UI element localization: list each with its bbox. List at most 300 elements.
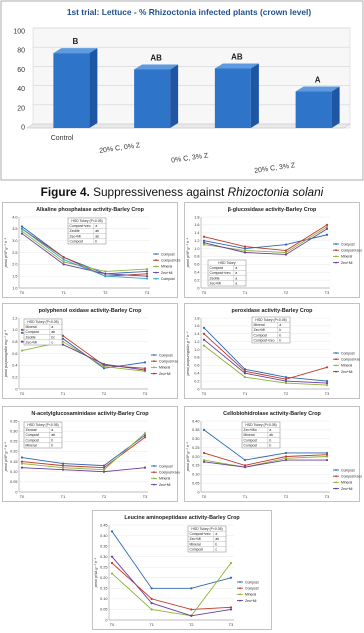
y-tick-label: 0.15 [100,586,108,591]
panel-frame [3,304,178,399]
hsd-treatment: Zeolite [25,335,36,340]
legend-marker [239,600,241,602]
chart-title: 1st trial: Lettuce - % Rhizoctonia infected plants (crown level) [66,7,312,17]
y-tick-label: 0 [197,387,200,392]
legend-marker [153,360,155,362]
data-point [203,244,205,246]
data-point [146,273,148,275]
data-point [62,469,64,471]
data-point [146,270,148,272]
data-point [151,587,153,589]
hsd-treatment: Compost+zeo [209,271,231,276]
data-point [104,270,106,272]
data-point [244,466,246,468]
hsd-treatment: Zeo+Mi [25,340,37,345]
legend-label: Zeo+Mi [341,260,353,265]
cellobiohidrolase-chart [184,406,363,502]
y-tick-label: 1.0 [194,347,200,352]
y-tick-label: 0.20 [10,449,18,454]
legend-label: Compost [341,468,355,473]
x-tick-label: T0 [201,495,207,499]
legend-label: Mineral [159,476,171,481]
beta-glucosidase-chart [184,202,363,298]
data-point [190,615,192,617]
hsd-title: HSD Tukey (P<0.05) [191,526,223,531]
data-point [111,572,113,574]
y-tick-label: 1.4 [194,231,200,236]
panel-title: Cellobiohidrolase activity-Barley Crop [223,411,321,417]
hsd-group: c [51,340,54,345]
data-point [190,608,192,610]
hsd-group: b [279,333,282,338]
data-point [190,587,192,589]
category-label: 0% C, 3% Z [170,152,209,165]
peroxidase-chart [184,303,360,399]
y-tick-label: 60 [17,66,25,74]
x-tick-label: T2 [283,392,289,396]
data-point [62,344,64,346]
hsd-group: ab [95,234,100,239]
y-tick-label: 0.8 [194,355,200,360]
y-tick-label: 0.15 [192,463,200,468]
x-tick-label: T0 [201,291,207,295]
n-acetylglucosaminidase-chart [2,406,181,502]
data-point [244,376,246,378]
legend-marker [153,367,155,369]
y-tick-label: 100 [13,28,25,36]
x-tick-label: T1 [60,495,66,499]
hsd-treatment: Mineral [25,443,37,448]
significance-letter: A [314,75,321,85]
y-tick-label: 0.6 [194,363,200,368]
y-tick-label: 1.2 [194,238,200,243]
x-tick-label: T0 [201,392,207,396]
hsd-group: ab [51,433,56,438]
hsd-title: HSD Tukey (P<0.05) [71,218,103,223]
data-point [62,463,64,465]
legend-label: Compost [245,586,259,591]
data-point [63,261,65,263]
data-point [21,341,23,343]
legend-label: Zeo+Mi [159,371,171,376]
x-tick-label: T3 [228,623,234,627]
legend-marker [335,365,337,367]
category-label: Control [50,135,74,142]
x-tick-label: T1 [149,623,154,627]
legend-marker [239,587,241,589]
bar-front [215,68,251,128]
data-point [203,242,205,244]
y-tick-label: 0.20 [100,576,108,581]
y-tick-label: 0.4 [194,371,200,376]
y-tick-label: 0.20 [192,454,200,459]
legend-marker [335,488,337,490]
figure-species: Rhizoctonia solani [227,185,324,199]
data-point [326,226,328,228]
y-tick-label: 1.8 [194,215,200,220]
legend-label: Zeo+Mi [245,598,257,603]
data-point [21,232,23,234]
y-tick-label: 0.2 [194,278,200,283]
panel-title: Leucine aminopeptidase activity-Barley Crop [124,515,240,521]
data-point [285,251,287,253]
bar-side [170,64,178,128]
bar-side [251,63,259,128]
legend-label: Compost+zeo [341,474,363,479]
y-tick-label: 0.2 [194,379,200,384]
y-tick-label: 0.25 [10,439,18,444]
data-point [285,459,287,461]
panel-title: peroxidase activity-Barley Crop [231,308,313,314]
y-tick-label: 0.30 [100,554,108,559]
legend-marker [153,484,155,486]
data-point [285,376,287,378]
legend-label: Mineral [341,480,353,485]
legend-label: Zeo+Mi [341,486,353,491]
hsd-group: ab [269,433,274,438]
hsd-treatment: Mineral [243,433,255,438]
data-point [326,224,328,226]
y-tick-label: 1.4 [194,332,200,337]
y-axis-label: pmol pNP g⁻¹ h⁻¹ [4,441,8,472]
y-tick-label: 1.2 [12,316,18,321]
legend-marker [239,581,241,583]
y-axis-label: pmol pNP g⁻¹ h⁻¹ [186,237,190,268]
legend-marker [335,249,337,251]
y-tick-label: 40 [17,86,25,94]
x-tick-label: T3 [324,495,330,499]
data-point [21,228,23,230]
hsd-group: b [279,338,282,343]
legend-label: Compost [159,353,173,358]
hsd-treatment: Zeo+Mio [243,428,257,432]
data-point [104,275,106,277]
data-point [21,349,23,351]
data-point [111,562,113,564]
significance-letter: AB [231,52,243,62]
y-axis-label: pmol pNP g⁻¹ h⁻¹ [4,237,8,268]
hsd-treatment: Zeo+Mi [189,537,201,542]
hsd-treatment: Mineral [25,325,37,329]
y-tick-label: 0.05 [192,481,200,486]
hsd-group: a [235,271,238,276]
data-point [144,432,146,434]
x-tick-label: T1 [242,392,248,396]
data-point [62,467,64,469]
hsd-group: b [269,443,272,448]
data-point [230,608,232,610]
hsd-group: ab [215,537,220,542]
data-point [63,259,65,261]
hsd-treatment: Compost [25,433,40,438]
figure-caption [0,185,364,199]
panel-title: Alkaline phosphatase activity-Barley Crop [36,207,144,213]
hsd-treatment: Compost+zeo [189,532,211,536]
y-tick-label: 1.2 [194,339,200,344]
category-label: 20% C, 3% Z [253,162,296,175]
x-tick-label: T0 [19,495,25,499]
y-tick-label: 0.40 [100,533,108,538]
data-point [285,378,287,380]
figure-text: Suppressiveness against [93,185,225,199]
data-point [21,467,23,469]
legend-label: Compost+zeo [159,470,181,475]
x-tick-label: T2 [283,291,289,295]
y-axis-label: pmol pNP g⁻¹ h⁻¹ [186,441,190,472]
y-axis-label: pmol purpurogallin mg⁻¹ g⁻¹ [4,329,8,378]
x-tick-label: T1 [242,291,248,295]
data-point [144,369,146,371]
legend-label: Mineral [245,592,257,597]
data-point [203,345,205,347]
data-point [326,384,328,386]
hsd-group: a [51,428,54,432]
hsd-treatment: Zeolite [209,276,220,281]
data-point [203,236,205,238]
y-tick-label: 0 [197,286,200,291]
data-point [203,429,205,431]
data-point [244,459,246,461]
hsd-treatment: Compost [209,266,224,270]
x-tick-label: T2 [189,623,194,627]
data-point [103,471,105,473]
polyphenol-oxidase-chart [2,303,178,399]
data-point [21,225,23,227]
y-tick-label: 0.05 [10,480,18,485]
x-tick-label: T2 [101,392,107,396]
hsd-treatment: Compost [253,333,268,338]
data-point [103,469,105,471]
legend-marker [153,465,155,467]
legend-label: Compost+ze [341,357,361,362]
hsd-treatment: Compost+zeo [69,224,91,228]
hsd-group: b [51,443,54,448]
hsd-title: HSD Tukey (P<0.05) [245,422,277,427]
y-tick-label: 1.5 [12,274,18,279]
x-tick-label: T1 [60,392,66,396]
legend-marker [155,266,157,268]
y-tick-label: 1.0 [12,286,18,291]
y-tick-label: 0.40 [192,419,200,424]
hsd-treatment: Compost [243,438,258,443]
y-tick-label: 0.8 [12,339,18,344]
data-point [326,455,328,457]
y-tick-label: 0.6 [12,351,18,356]
legend-marker [335,469,337,471]
data-point [62,335,64,337]
hsd-group: a [51,325,54,329]
y-tick-label: 1.0 [12,328,18,333]
data-point [103,363,105,365]
data-point [230,562,232,564]
data-point [103,365,105,367]
lettuce-bar-chart [0,0,364,182]
legend-marker [153,471,155,473]
legend-marker [335,371,337,373]
legend-label: Compost+zeo [341,248,363,253]
legend-marker [335,256,337,258]
data-point [285,452,287,454]
significance-letter: AB [150,53,162,63]
y-tick-label: 0.10 [10,470,18,475]
panel-title: β-glucosidase activity-Barley Crop [227,207,317,213]
legend-marker [335,243,337,245]
y-tick-label: 0.15 [10,459,18,464]
y-tick-label: 0 [197,490,200,495]
legend-marker [153,373,155,375]
y-tick-label: 0.4 [194,270,200,275]
legend-label: Compost [245,580,259,585]
hsd-treatment: Compost [25,330,40,335]
y-tick-label: 0.35 [100,544,108,549]
legend-label: Compost [341,242,355,247]
data-point [326,382,328,384]
data-point [146,277,148,279]
hsd-treatment: Zeowat [25,428,37,432]
hsd-group: a [215,532,218,536]
y-tick-label: 0 [105,618,108,623]
hsd-group: a [235,281,238,286]
y-tick-label: 0 [15,490,18,495]
data-point [326,228,328,230]
hsd-group: b [51,438,54,443]
data-point [203,452,205,454]
hsd-group: b [95,239,98,244]
data-point [326,459,328,461]
y-tick-label: 2.5 [12,250,18,255]
y-tick-label: 4.0 [12,215,18,220]
y-tick-label: 0.25 [100,565,108,570]
legend-marker [239,594,241,596]
hsd-group: b [269,438,272,443]
legend-label: Mineral [341,363,353,368]
legend-marker [335,358,337,360]
data-point [21,332,23,334]
x-tick-label: T3 [142,495,148,499]
hsd-group: a [269,428,272,432]
hsd-title: HSD Tukey (P<0.05) [27,422,59,427]
leucine-aminopeptidase-chart [92,510,272,630]
legend-label: Zeo+Mi [341,369,353,374]
legend-marker [155,253,157,255]
data-point [151,608,153,610]
y-axis-label: pmol purpurogallin g⁻¹ h⁻¹ [186,331,190,376]
data-point [144,361,146,363]
data-point [203,461,205,463]
legend-label: Compost [159,464,173,469]
data-point [21,460,23,462]
y-tick-label: 20 [17,105,25,113]
x-tick-label: T0 [109,623,115,627]
data-point [146,268,148,270]
data-point [21,463,23,465]
legend-label: Zeo+Mi [159,482,171,487]
significance-letter: B [72,37,79,47]
data-point [21,456,23,458]
legend-marker [335,352,337,354]
panel-title: N-acetylglucosaminidase activity-Barley Crop [31,411,149,417]
data-point [285,380,287,382]
legend-label: Compost [341,351,355,356]
data-point [244,245,246,247]
x-tick-label: T2 [283,495,289,499]
data-point [285,253,287,255]
bar-front [296,92,332,128]
data-point [285,249,287,251]
x-tick-label: T2 [101,495,107,499]
hsd-treatment: Compost [69,239,84,244]
legend-label: Zeo+Mi [161,270,173,275]
y-tick-label: 0.2 [12,375,18,380]
hsd-title: HSD Tukey [218,260,236,265]
data-point [62,465,64,467]
x-tick-label: T3 [324,392,330,396]
data-point [103,465,105,467]
data-point [203,333,205,335]
y-tick-label: 3.0 [12,238,18,243]
data-point [244,247,246,249]
data-point [62,338,64,340]
y-tick-label: 80 [17,47,25,55]
data-point [244,372,246,374]
legend-marker [335,482,337,484]
data-point [111,556,113,558]
x-tick-label: T2 [103,291,108,295]
hsd-group: c [215,547,218,552]
y-tick-label: 0.8 [194,254,200,259]
data-point [21,230,23,232]
legend-marker [155,259,157,261]
hsd-treatment: Compost [243,443,258,448]
legend-marker [153,354,155,356]
y-tick-label: 1.6 [194,223,200,228]
bar-front [134,69,170,128]
data-point [230,606,232,608]
hsd-treatment: Compost [189,547,204,552]
legend-label: Compost [161,252,175,257]
y-tick-label: 0.05 [100,607,108,612]
hsd-treatment: Mineral [189,542,201,547]
panel-frame [3,407,181,502]
data-point [244,249,246,251]
hsd-treatment: Compost [25,438,40,443]
y-tick-label: 0.35 [192,428,200,433]
legend-marker [335,262,337,264]
y-tick-label: 1.8 [194,316,200,321]
data-point [203,327,205,329]
bar-side [89,48,97,128]
data-point [104,273,106,275]
x-tick-label: T1 [61,291,66,295]
data-point [230,577,232,579]
bar-side [332,87,340,128]
hsd-group: b [215,542,218,547]
legend-marker [155,272,157,274]
data-point [326,366,328,368]
data-point [203,339,205,341]
legend-label: Mineral [159,365,171,370]
hsd-treatment: Compost+zeo [253,338,275,343]
legend-marker [155,278,157,280]
y-tick-label: 3.5 [12,227,18,232]
y-tick-label: 0.35 [10,419,18,424]
data-point [326,380,328,382]
hsd-group: ab [95,229,100,234]
hsd-treatment: Zeo+Mi [209,281,221,286]
data-point [63,256,65,258]
y-tick-label: 0 [21,124,25,132]
legend-label: Compost+Ze [161,258,181,263]
